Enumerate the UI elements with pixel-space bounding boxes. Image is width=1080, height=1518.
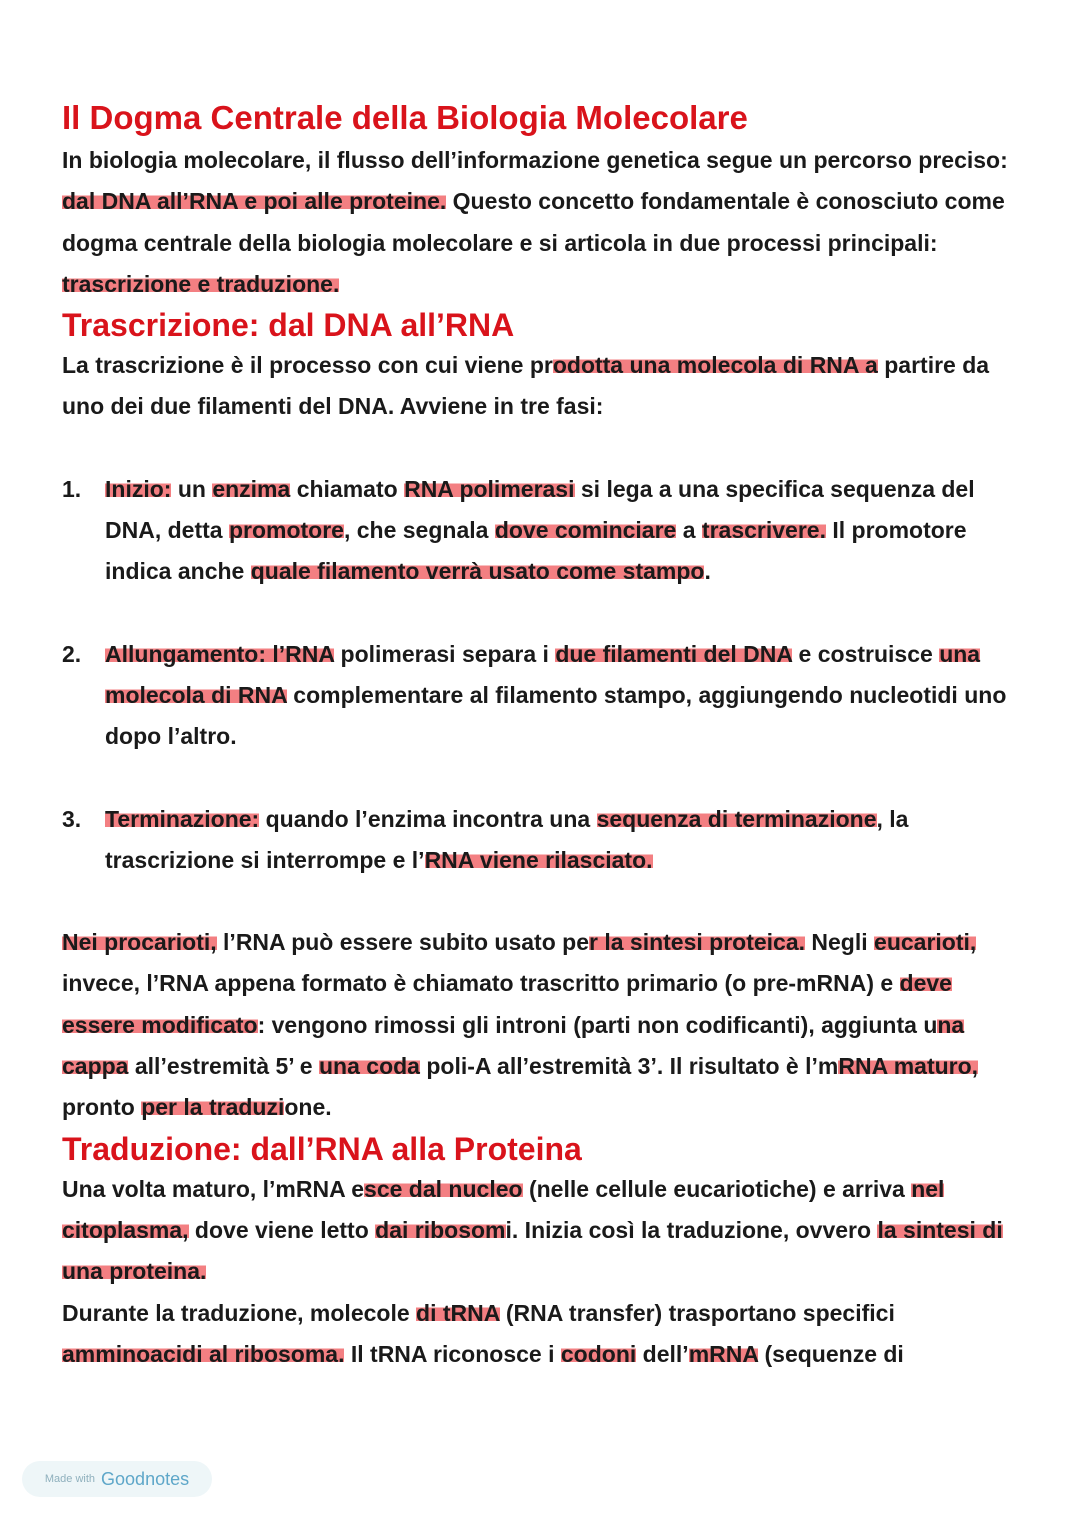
text-run: chiamato (290, 475, 405, 502)
text-run: Il tRNA riconosce i (344, 1340, 561, 1367)
text-run: La trascrizione è il processo con cui viene pr (62, 352, 553, 379)
text-run: quando l’enzima incontra una (259, 805, 597, 832)
highlight: due filamenti del DNA (555, 640, 793, 667)
text-run: : vengono rimossi gli introni (parti non codificanti), aggiunta u (257, 1011, 938, 1038)
page-title: Il Dogma Centrale della Biologia Molecolare (62, 99, 748, 136)
text-run: dell’ (636, 1340, 689, 1367)
highlight: una coda (319, 1053, 420, 1080)
text-run: Una volta maturo, l’mRNA e (62, 1175, 365, 1202)
highlight: sce dal nucleo (364, 1175, 523, 1202)
text-run: l’RNA può essere subito usato pe (216, 929, 589, 956)
list-item (62, 469, 1018, 593)
text-run: . (704, 558, 711, 585)
goodnotes-badge[interactable] (22, 1461, 212, 1497)
text-run: Negli (805, 929, 875, 956)
highlight: RNA viene rilasciato. (424, 846, 653, 873)
highlight: amminoacidi al ribosoma. (62, 1340, 345, 1367)
text-run: e costruisce (792, 640, 940, 667)
text-run: , che segnala (343, 517, 495, 544)
trna-paragraph (62, 1293, 1018, 1376)
highlight: una molecola di RNA (105, 640, 981, 708)
text-run: poli-A all’estremità 3’. Il risultato è l’m (419, 1053, 839, 1080)
highlight: Inizio: (105, 475, 172, 502)
highlight: r la sintesi proteica. (588, 929, 806, 956)
text-run: si lega a una specifica sequenza del DNA, detta (105, 475, 975, 544)
text-run: polimerasi separa i (334, 640, 556, 667)
text-run: (sequenze di (758, 1340, 904, 1367)
list-number: 2. (62, 640, 82, 667)
highlight: mRNA (688, 1340, 759, 1367)
highlight: odotta una molecola di RNA a (552, 352, 878, 379)
eucarioti-paragraph (62, 922, 1018, 1128)
goodnotes-logo: Goodnotes (101, 1468, 190, 1489)
text-run: In biologia molecolare, il flusso dell’informazione genetica segue un percorso preciso: (62, 147, 1008, 173)
highlight: dai ribosom (375, 1216, 506, 1243)
text-run: , la trascrizione si interrompe e l’ (105, 805, 909, 873)
highlight: enzima (212, 475, 291, 502)
list-number: 1. (62, 475, 82, 502)
text-run: one. (284, 1094, 332, 1121)
text-run: complementare al filamento stampo, aggiungendo nucleotidi uno dopo l’altro. (105, 681, 1007, 750)
highlight: RNA maturo, (838, 1053, 979, 1080)
highlight: deve essere modificato (62, 970, 952, 1038)
text-run: a (676, 517, 702, 544)
text-run: Il promotore indica anche (105, 517, 967, 585)
text-run: pronto (62, 1094, 142, 1121)
highlight: di tRNA (416, 1299, 500, 1326)
text-run: un (171, 475, 213, 502)
traduzione-paragraph (62, 1169, 1018, 1293)
highlight: dove cominciare (494, 517, 677, 544)
text-run: Questo concetto fondamentale è conosciuto come dogma centrale della biologia molecolare e si articola in due processi principali: (62, 188, 1005, 256)
document-page (62, 96, 1018, 1375)
made-with-label: Made with (44, 1473, 96, 1485)
highlight: quale filamento verrà usato come stampo (250, 558, 705, 585)
text-run: dove viene letto (188, 1216, 376, 1243)
highlight: promotore (228, 517, 344, 544)
highlight: RNA polimerasi (404, 475, 575, 502)
list-number: 3. (62, 805, 82, 832)
highlight: Nei procarioti, (62, 929, 217, 956)
highlight: Terminazione: (105, 805, 260, 832)
section-heading-traduzione: Traduzione: dall’RNA alla Proteina (62, 1130, 582, 1167)
highlight: eucarioti, (874, 929, 977, 956)
highlight: nel citoplasma, (62, 1175, 945, 1243)
highlight: Allungamento: l’RNA (105, 640, 335, 667)
highlight: trascrivere. (701, 517, 826, 544)
highlight: codoni (560, 1340, 637, 1367)
text-run: Durante la traduzione, molecole (62, 1299, 417, 1326)
steps-list (62, 469, 1018, 881)
list-item (62, 799, 1018, 882)
intro-paragraph (62, 140, 1018, 305)
text-run: all’estremità 5’ e (128, 1053, 319, 1080)
highlight: sequenza di terminazione (596, 805, 877, 832)
list-item (62, 634, 1018, 758)
trascrizione-paragraph (62, 345, 1018, 428)
text-run: partire da uno dei due filamenti del DNA. Avviene in tre fasi: (62, 352, 990, 420)
highlight: la sintesi di una proteina. (62, 1216, 1003, 1285)
highlight: per la traduzi (141, 1094, 285, 1121)
text-run: (RNA transfer) trasportano specifici (499, 1299, 895, 1326)
text-run: i. Inizia così la traduzione, ovvero (505, 1216, 878, 1243)
section-heading-trascrizione: Trascrizione: dal DNA all’RNA (62, 307, 515, 344)
text-run: invece, l’RNA appena formato è chiamato trascritto primario (o pre-mRNA) e (62, 970, 900, 997)
highlight: trascrizione e traduzione. (62, 270, 340, 297)
highlight: na cappa (62, 1011, 965, 1080)
highlight: dal DNA all’RNA e poi alle proteine. (62, 188, 447, 215)
text-run: (nelle cellule eucariotiche) e arriva (522, 1175, 912, 1202)
